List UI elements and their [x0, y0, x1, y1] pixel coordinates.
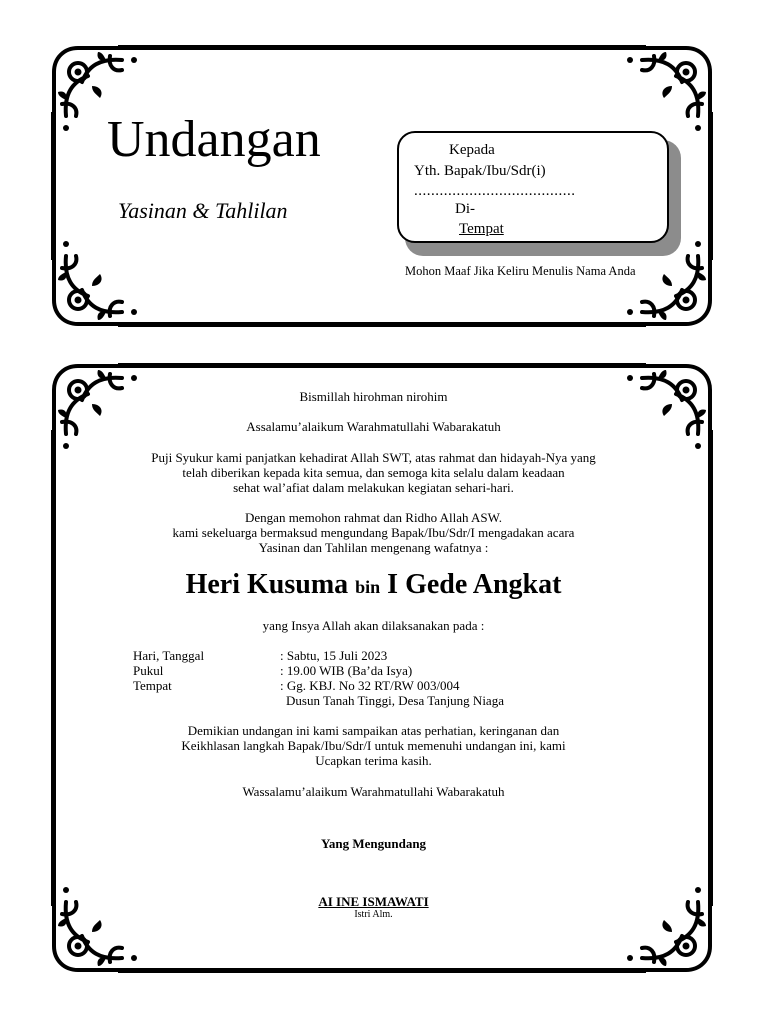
detail-label-date: Hari, Tanggal	[133, 648, 205, 663]
signature-heading: Yang Mengundang	[320, 836, 427, 851]
praise-paragraph	[130, 450, 617, 495]
frame-border-top	[118, 363, 646, 368]
intent-line: Dengan memohon rahmat dan Ridho Allah ASW.	[245, 510, 502, 525]
host-block	[130, 894, 617, 909]
schedule-intro: yang Insya Allah akan dilaksanakan pada :	[262, 618, 485, 633]
corner-ornament-icon	[48, 238, 140, 330]
detail-value-place: : Gg. KBJ. No 32 RT/RW 003/004	[280, 678, 460, 693]
praise-line: Puji Syukur kami panjatkan kehadirat Allah SWT, atas rahmat dan hidayah-Nya yang	[151, 450, 596, 465]
praise-line: telah diberikan kepada kita semua, dan semoga kita selalu dalam keadaan	[182, 465, 565, 480]
corner-ornament-icon	[624, 42, 716, 134]
intent-paragraph	[130, 510, 617, 555]
intent-line: kami sekeluarga bermaksud mengundang Bapak/Ibu/Sdr/I mengadakan acara	[172, 525, 575, 540]
deceased-name: Heri Kusuma	[185, 569, 349, 600]
corner-ornament-icon	[48, 884, 140, 976]
corner-ornament-icon	[624, 884, 716, 976]
deceased-father: I Gede Angkat	[387, 569, 562, 600]
address-at: Di-	[455, 201, 475, 217]
apology-note: Mohon Maaf Jika Keliru Menulis Nama Anda	[405, 264, 636, 278]
intent-line: Yasinan dan Tahlilan mengenang wafatnya :	[258, 540, 489, 555]
invitation-subtitle: Yasinan & Tahlilan	[118, 198, 288, 223]
closing-line: Ucapkan terima kasih.	[315, 753, 432, 768]
address-recipient: Yth. Bapak/Ibu/Sdr(i)	[414, 163, 546, 179]
detail-label-time: Pukul	[133, 663, 164, 678]
detail-label-place: Tempat	[133, 678, 172, 693]
deceased-name-line	[100, 568, 647, 604]
greeting-line: Assalamu’alaikum Warahmatullahi Wabarakatuh	[246, 419, 501, 434]
farewell-line: Wassalamu’alaikum Warahmatullahi Wabarakatuh	[242, 784, 505, 799]
detail-value-date: : Sabtu, 15 Juli 2023	[280, 648, 388, 663]
address-to: Kepada	[449, 142, 495, 158]
opening-line: Bismillah hirohman nirohim	[299, 389, 448, 404]
closing-line: Keikhlasan langkah Bapak/Ibu/Sdr/I untuk memenuhi undangan ini, kami	[181, 738, 566, 753]
detail-value-place-cont: Dusun Tanah Tinggi, Desa Tanjung Niaga	[286, 693, 504, 708]
praise-line: sehat wal’afiat dalam melakukan kegiatan sehari-hari.	[233, 480, 514, 495]
frame-border-bottom	[118, 968, 646, 973]
host-name: AI INE ISMAWATI	[318, 894, 429, 909]
closing-paragraph	[130, 723, 617, 768]
frame-border-left	[51, 430, 56, 906]
deceased-connector: bin	[355, 577, 381, 597]
corner-ornament-icon	[624, 360, 716, 452]
address-box	[397, 131, 669, 243]
frame-border-right	[708, 430, 713, 906]
address-name-blank: ......................................	[414, 183, 576, 199]
address-place: Tempat	[459, 221, 504, 237]
frame-border-bottom	[118, 322, 646, 327]
frame-border-top	[118, 45, 646, 50]
corner-ornament-icon	[48, 360, 140, 452]
host-role: Istri Alm.	[354, 909, 393, 920]
detail-value-time: : 19.00 WIB (Ba’da Isya)	[280, 663, 413, 678]
invitation-title: Undangan	[107, 111, 321, 168]
closing-line: Demikian undangan ini kami sampaikan atas perhatian, keringanan dan	[187, 723, 560, 738]
